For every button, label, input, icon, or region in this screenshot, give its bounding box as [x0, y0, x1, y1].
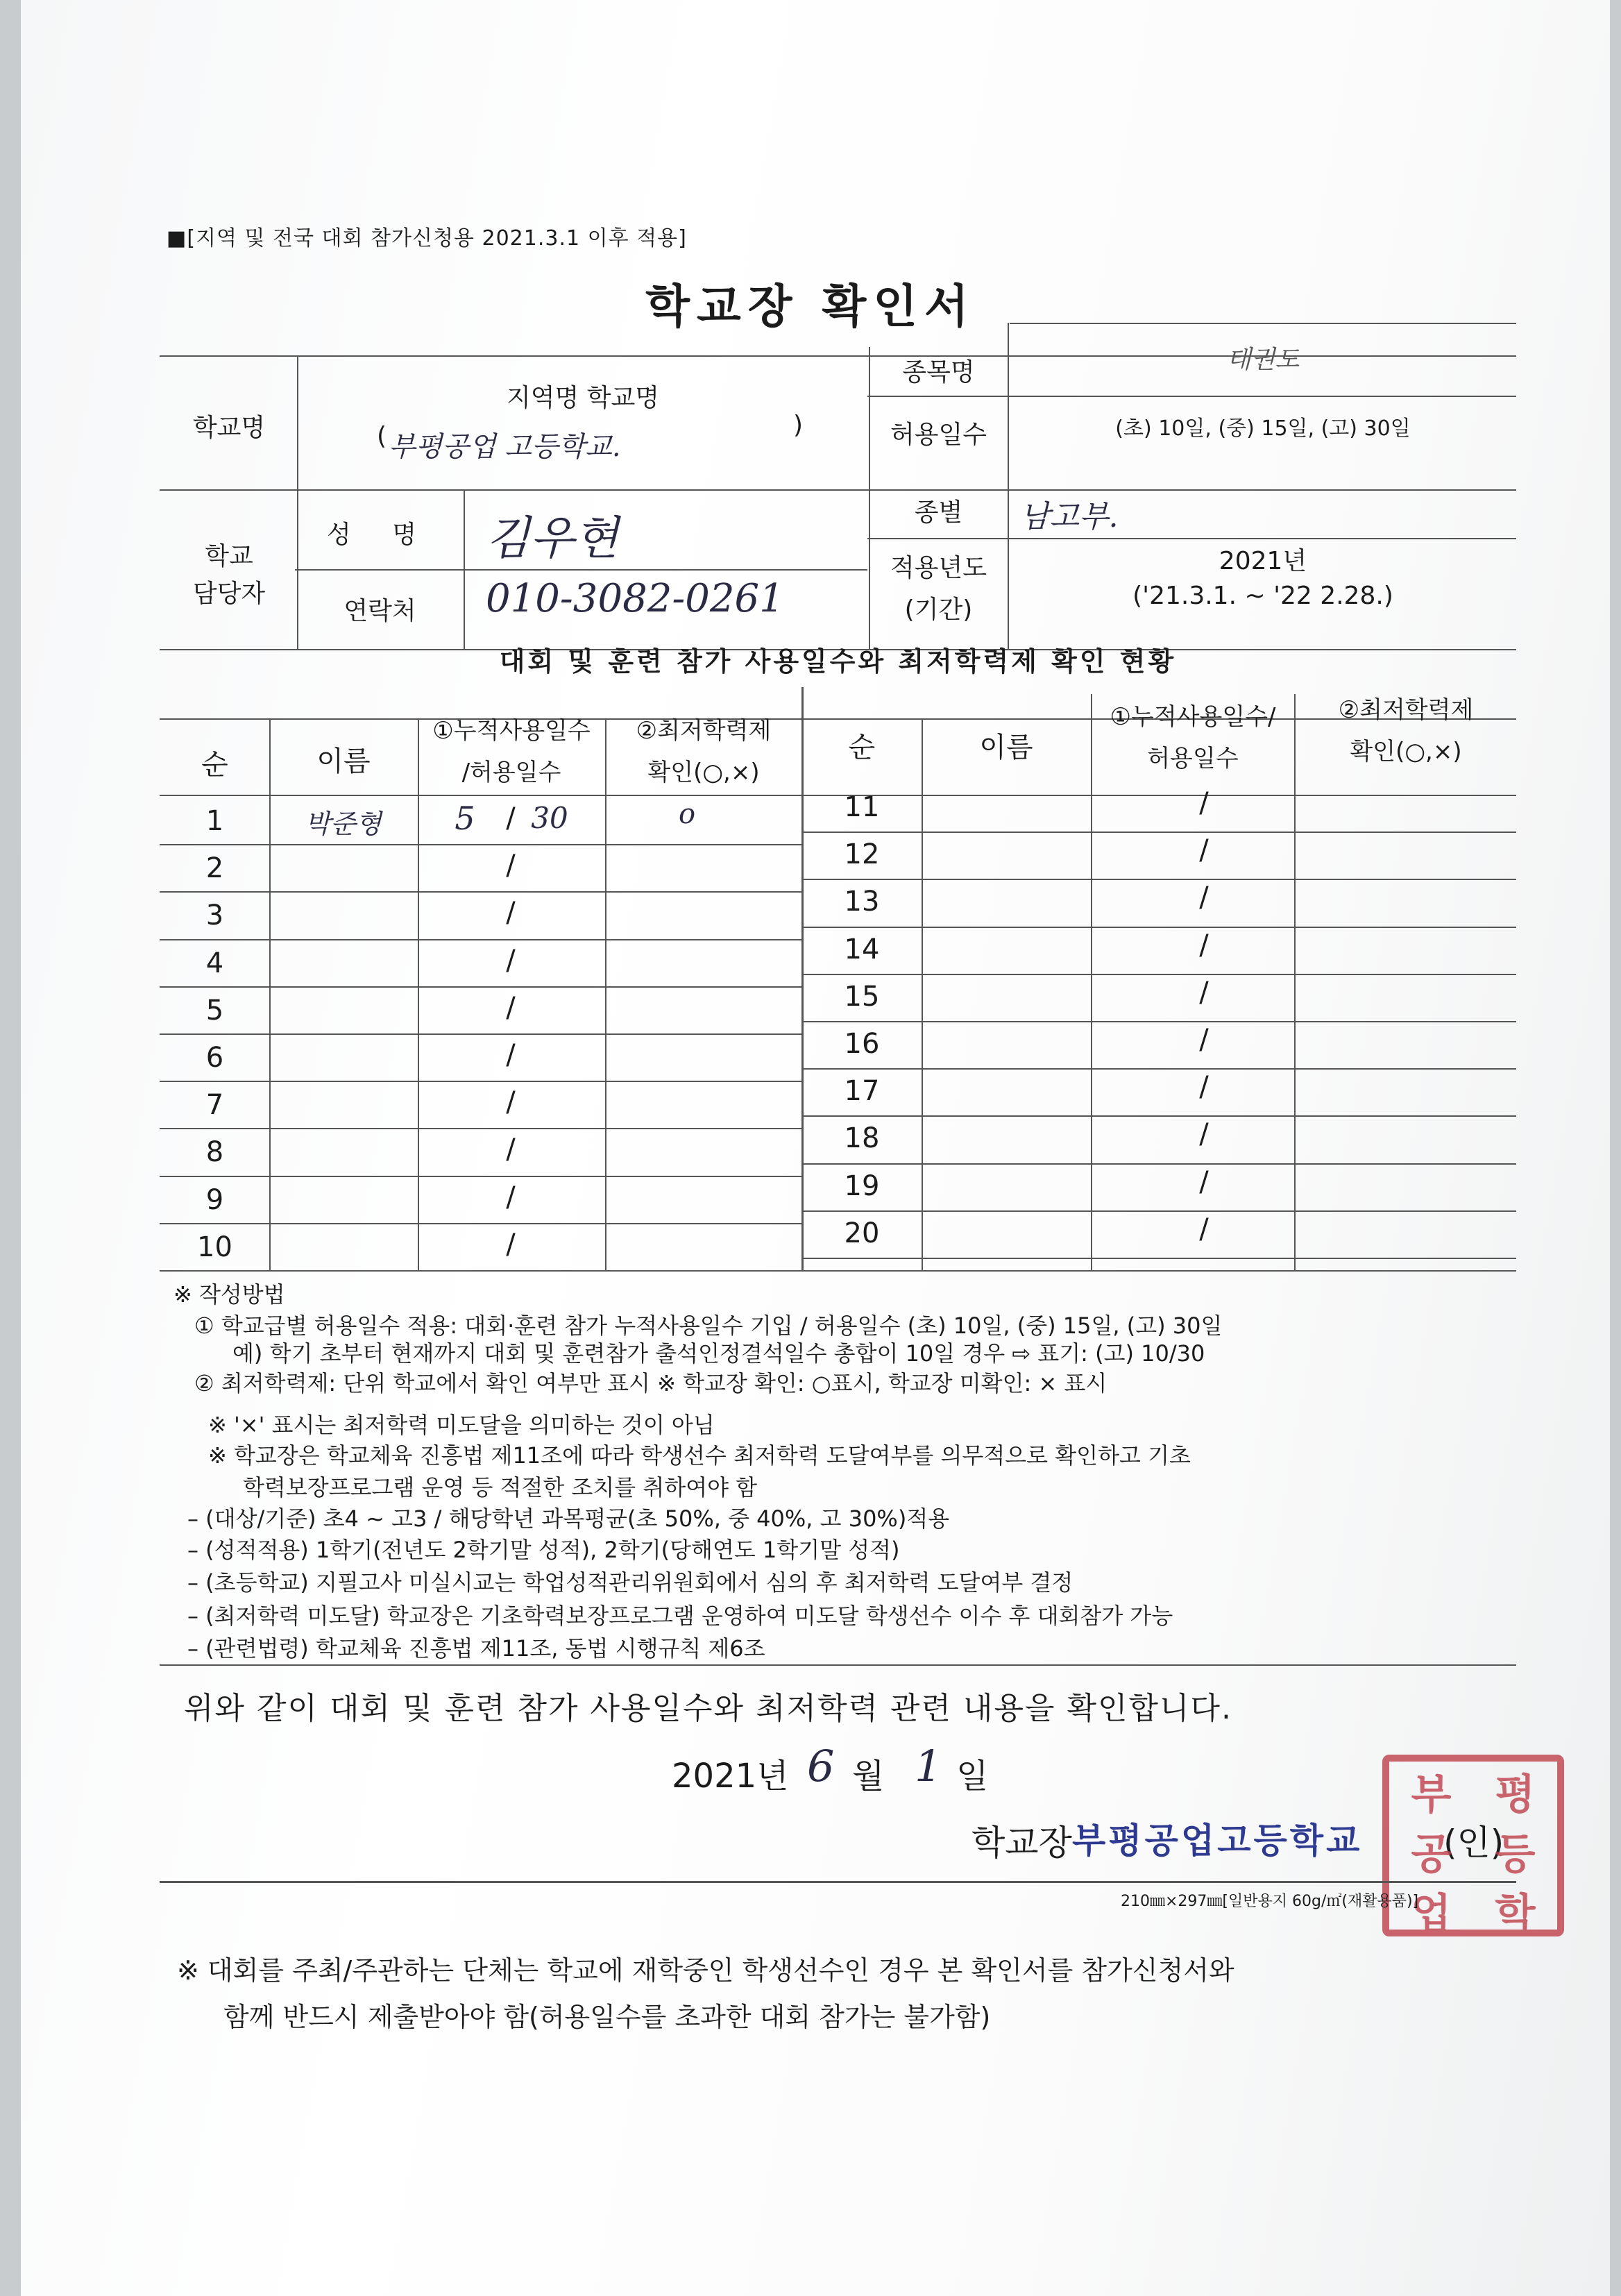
col-header-no-right: 순 — [848, 732, 876, 763]
row-slash: / — [1199, 1071, 1209, 1103]
paper-spec: 210㎜×297㎜[일반용지 60g/㎡(재활용품)] — [1121, 1893, 1419, 1910]
rule — [801, 1210, 1516, 1212]
school-name-label: 학교명 — [192, 414, 266, 442]
rule — [801, 1115, 1516, 1117]
row-slash: / — [506, 897, 516, 929]
year-label-2: (기간) — [904, 596, 973, 624]
year-label-1: 적용년도 — [890, 554, 987, 582]
rule — [867, 538, 1516, 539]
contact-label: 연락처 — [343, 597, 416, 625]
note-line: ※ 학교장은 학교체육 진흥법 제11조에 따라 학생선수 최저학력 도달여부를 의무적으로 확인하고 기초 — [208, 1442, 1191, 1469]
rule — [869, 347, 870, 649]
confirm-statement: 위와 같이 대회 및 훈련 참가 사용일수와 최저학력 관련 내용을 확인합니다. — [184, 1691, 1232, 1726]
rule — [160, 1881, 1516, 1883]
row-slash: / — [506, 802, 516, 834]
note-line: ② 최저학력제: 단위 학교에서 확인 여부만 표시 ※ 학교장 확인: ○표시, 학교장 미확인: × 표시 — [194, 1370, 1107, 1396]
stamp-glyph: 부 — [1411, 1771, 1452, 1819]
row-slash: / — [1199, 1213, 1209, 1245]
rule — [160, 1223, 801, 1224]
row-number: 17 — [844, 1075, 880, 1107]
rule — [160, 1176, 801, 1177]
section-title: 대회 및 훈련 참가 사용일수와 최저학력제 확인 현황 — [499, 646, 1177, 677]
rule — [801, 832, 1516, 833]
date-day: 1 — [915, 1741, 942, 1791]
document-title: 학교장 확인서 — [645, 280, 976, 333]
contact-value: 010-3082-0261 — [486, 576, 784, 621]
col-header-min-right-2: 확인(○,×) — [1350, 738, 1462, 766]
row-slash: / — [506, 992, 516, 1024]
close-paren: ) — [792, 411, 804, 439]
row-slash: / — [1199, 881, 1209, 913]
row-slash: / — [1199, 1166, 1209, 1198]
row-number: 2 — [205, 852, 224, 884]
stamp-glyph: 업 — [1411, 1890, 1452, 1939]
row-number: 8 — [205, 1136, 224, 1168]
staff-label-2: 담당자 — [192, 580, 266, 608]
rule — [269, 718, 271, 1270]
rule — [1008, 323, 1009, 649]
open-paren: ( — [376, 422, 387, 450]
row-number: 11 — [844, 791, 880, 823]
rule — [867, 396, 1516, 397]
rule — [160, 939, 801, 940]
col-header-min-1: ②최저학력제 — [636, 717, 772, 745]
year-value-2: ('21.3.1. ~ '22 2.28.) — [1132, 582, 1393, 610]
gender-value: 남고부. — [1020, 499, 1119, 534]
row-slash: / — [506, 1229, 516, 1260]
sport-value: 태권도 — [1226, 346, 1300, 374]
rule — [801, 1163, 1516, 1165]
year-value-1: 2021년 — [1219, 547, 1307, 575]
row-used-days: 5 — [455, 800, 475, 837]
rule — [801, 974, 1516, 975]
rule — [160, 1081, 801, 1082]
rule — [418, 718, 419, 1270]
school-name-value: 부평공업 고등학교. — [389, 431, 621, 463]
row-number: 12 — [844, 838, 880, 870]
rule — [605, 718, 606, 1270]
name-label: 성 명 — [327, 521, 433, 549]
rule — [160, 1033, 801, 1035]
note-line: 예) 학기 초부터 현재까지 대회 및 훈련참가 출석인정결석일수 총합이 10일 경우 ⇨ 표기: (고) 10/30 — [232, 1340, 1205, 1367]
note-line: – (대상/기준) 초4 ~ 고3 / 해당학년 과목평균(초 50%, 중 40%, 고 30%)적용 — [187, 1505, 950, 1532]
row-number: 5 — [205, 995, 224, 1027]
row-slash: / — [1199, 929, 1209, 961]
row-slash: / — [506, 1181, 516, 1213]
row-slash: / — [1199, 834, 1209, 866]
row-number: 7 — [205, 1089, 224, 1121]
rule — [922, 718, 923, 1270]
note-line: – (초등학교) 지필고사 미실시교는 학업성적관리위원회에서 심의 후 최저학력 도달여부 결정 — [187, 1569, 1073, 1596]
stamp-glyph: 평 — [1495, 1771, 1536, 1819]
rule — [160, 489, 1516, 491]
gender-label: 종별 — [914, 498, 963, 527]
rule — [801, 1021, 1516, 1022]
rule — [160, 1128, 801, 1129]
stamp-glyph: 공 — [1411, 1830, 1452, 1879]
rule — [801, 879, 1516, 880]
date-month: 6 — [807, 1741, 835, 1791]
rule — [160, 1664, 1516, 1666]
date-month-label: 월 — [852, 1757, 885, 1796]
rule — [1294, 694, 1296, 1270]
sport-label: 종목명 — [902, 358, 975, 387]
col-header-days-1: ①누적사용일수 — [432, 717, 591, 745]
staff-label-1: 학교 — [205, 542, 253, 571]
name-value: 김우현 — [486, 512, 619, 565]
footer-note-1: ※ 대회를 주최/주관하는 단체는 학교에 재학중인 학생선수인 경우 본 확인서를 참가신청서와 — [177, 1955, 1234, 1986]
col-header-days-right-1: ①누적사용일수/ — [1110, 703, 1276, 731]
row-slash: / — [1199, 1118, 1209, 1150]
date-year: 2021년 — [672, 1757, 789, 1796]
date-day-label: 일 — [956, 1757, 989, 1796]
rule — [160, 844, 801, 845]
applicability-note: ■[지역 및 전국 대회 참가신청용 2021.3.1 이후 적용] — [167, 226, 687, 251]
row-slash: / — [1199, 1024, 1209, 1056]
row-number: 16 — [844, 1028, 880, 1060]
row-slash: / — [506, 945, 516, 977]
principal-label: 학교장 — [971, 1823, 1072, 1863]
col-header-no: 순 — [201, 749, 228, 781]
rule — [464, 489, 465, 649]
row-number: 13 — [844, 886, 880, 918]
row-allowed-days: 30 — [531, 801, 568, 835]
note-line: ※ '×' 표시는 최저학력 미도달을 의미하는 것이 아님 — [208, 1412, 715, 1438]
note-line: – (관련법령) 학교체육 진흥법 제11조, 동법 시행규칙 제6조 — [187, 1635, 765, 1662]
row-number: 19 — [844, 1170, 880, 1202]
row-slash: / — [506, 1039, 516, 1071]
rule — [801, 1068, 1516, 1070]
row-number: 3 — [205, 900, 224, 931]
rule — [160, 986, 801, 988]
notes-heading: ※ 작성방법 — [173, 1281, 285, 1308]
stamp-glyph: 학 — [1495, 1890, 1536, 1939]
seal-label: (인) — [1443, 1823, 1504, 1863]
row-number: 1 — [205, 805, 224, 837]
row-number: 15 — [844, 981, 880, 1013]
row-number: 4 — [205, 947, 224, 979]
row-check: o — [678, 798, 696, 830]
rule — [801, 1258, 1516, 1259]
note-line: – (최저학력 미도달) 학교장은 기초학력보장프로그램 운영하여 미도달 학생선수 이수 후 대회참가 가능 — [187, 1603, 1173, 1629]
row-slash: / — [506, 1086, 516, 1118]
rule — [160, 891, 801, 893]
note-line: – (성적적용) 1학기(전년도 2학기말 성적), 2학기(당해연도 1학기말 성적) — [187, 1537, 900, 1563]
col-header-min-right-1: ②최저학력제 — [1338, 696, 1474, 724]
school-name-seal-text: 부평공업고등학교 — [1072, 1821, 1363, 1861]
col-header-name: 이름 — [316, 745, 371, 777]
row-slash: / — [506, 850, 516, 881]
row-number: 6 — [205, 1042, 224, 1074]
col-header-days-right-2: 허용일수 — [1147, 745, 1239, 773]
school-name-sublabel: 지역명 학교명 — [506, 384, 660, 412]
row-name: 박준형 — [305, 809, 382, 839]
rule — [160, 1270, 1516, 1272]
note-line: ① 학교급별 허용일수 적용: 대회·훈련 참가 누적사용일수 기입 / 허용일수 (초) 10일, (중) 15일, (고) 30일 — [194, 1312, 1223, 1339]
col-header-days-2: /허용일수 — [461, 759, 561, 786]
row-number: 20 — [844, 1217, 880, 1249]
row-slash: / — [1199, 787, 1209, 819]
row-number: 9 — [205, 1184, 224, 1216]
rule — [1091, 694, 1092, 1270]
col-header-min-2: 확인(○,×) — [647, 759, 760, 786]
note-line: 학력보장프로그램 운영 등 적절한 조치를 취하여야 함 — [243, 1474, 758, 1501]
rule — [295, 569, 867, 571]
allowed-days-value: (초) 10일, (중) 15일, (고) 30일 — [1115, 416, 1411, 441]
row-slash: / — [1199, 977, 1209, 1008]
rule — [1010, 323, 1516, 324]
row-number: 18 — [844, 1122, 880, 1154]
col-header-name-right: 이름 — [979, 732, 1033, 763]
row-number: 10 — [197, 1231, 232, 1263]
footer-note-2: 함께 반드시 제출받아야 함(허용일수를 초과한 대회 참가는 불가함) — [223, 2002, 991, 2032]
row-number: 14 — [844, 934, 880, 965]
stamp-glyph: 등 — [1495, 1830, 1536, 1879]
rule — [801, 927, 1516, 928]
allowed-days-label: 허용일수 — [890, 421, 987, 449]
row-slash: / — [506, 1133, 516, 1165]
